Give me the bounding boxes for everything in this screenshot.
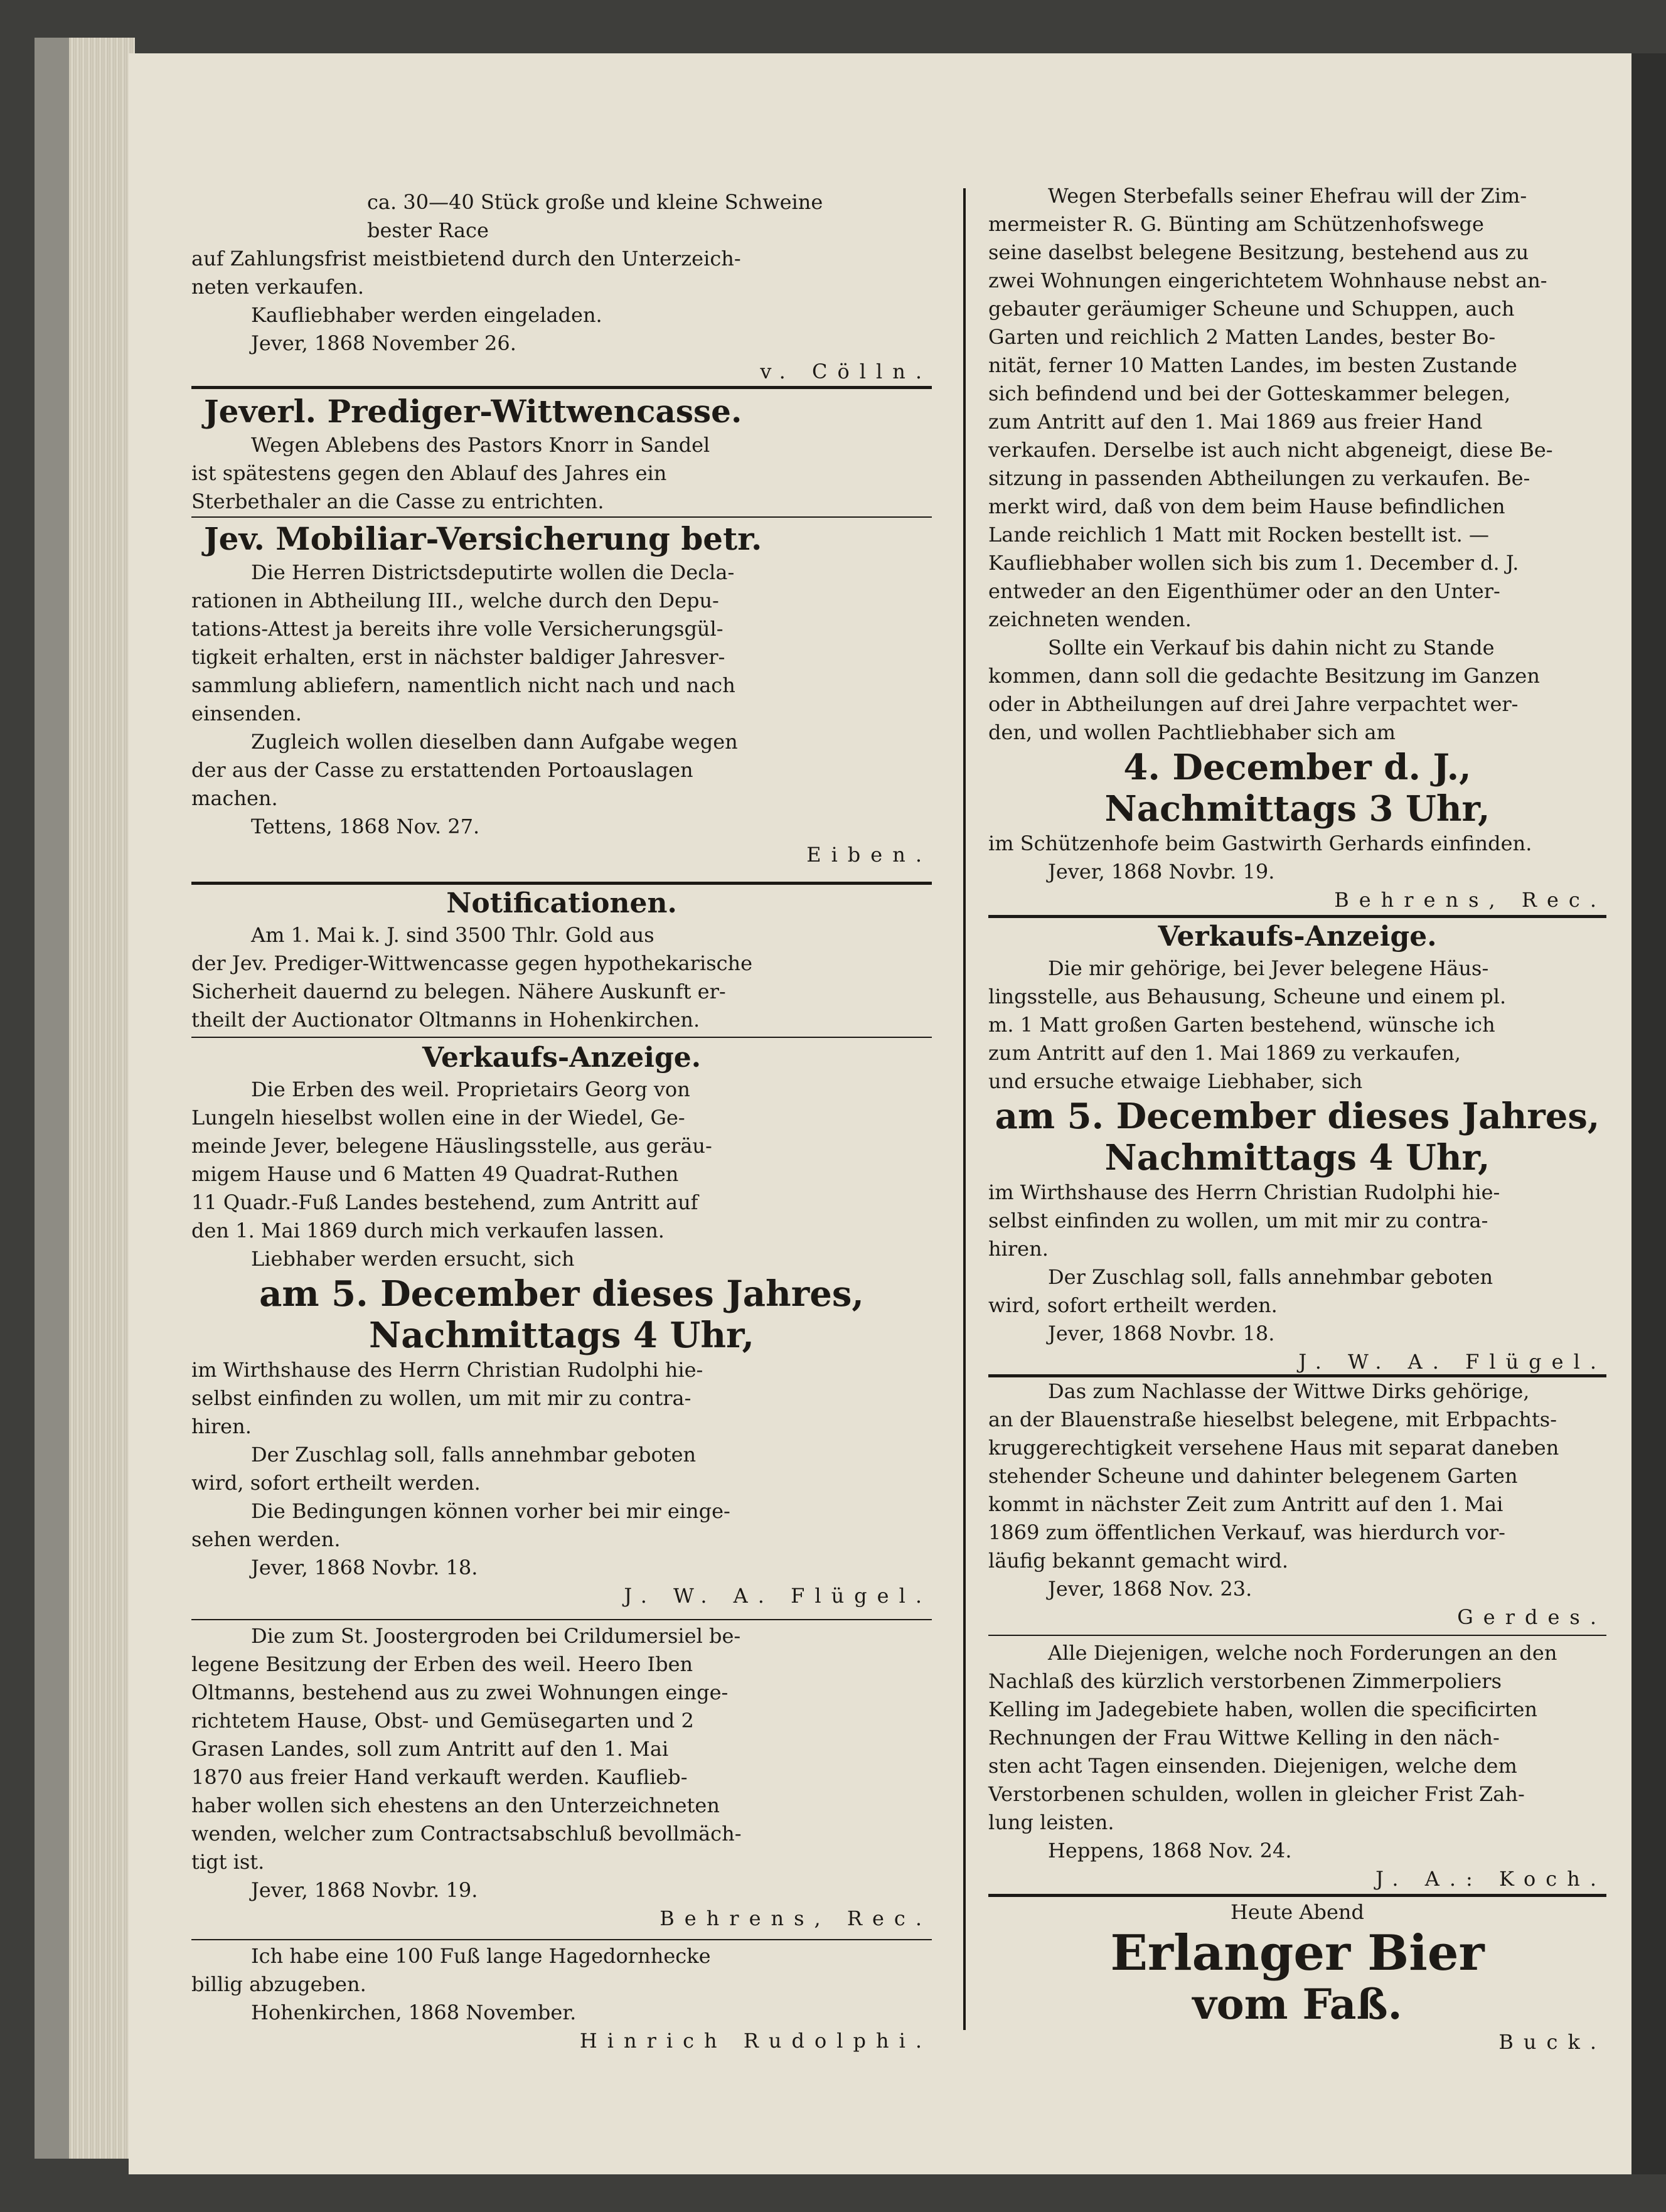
text-line: Alle Diejenigen, welche noch Forderungen an den xyxy=(1048,1641,1557,1665)
beer-subline: vom Faß. xyxy=(1192,1980,1402,2029)
text-line: Garten und reichlich 2 Matten Landes, bester Bo- xyxy=(988,325,1496,349)
text-line: 1869 zum öffentlichen Verkauf, was hierdurch vor- xyxy=(988,1520,1505,1544)
text-line: lung leisten. xyxy=(988,1810,1114,1834)
text-line: einsenden. xyxy=(191,702,302,725)
text-line: Wegen Sterbefalls seiner Ehefrau will der Zim- xyxy=(1048,184,1527,208)
thin-rule xyxy=(191,516,932,518)
text-line: hiren. xyxy=(191,1414,252,1438)
auction-time: Nachmittags 4 Uhr, xyxy=(1104,1137,1490,1178)
notice-hecke xyxy=(191,1942,932,2055)
text-line: und ersuche etwaige Liebhaber, sich xyxy=(988,1069,1363,1093)
text-line: Kaufliebhaber werden eingeladen. xyxy=(251,303,602,327)
signature: Behrens, Rec. xyxy=(1334,888,1606,912)
notice-jooster xyxy=(191,1622,932,1933)
text-line: tations-Attest ja bereits ihre volle Versicherungsgül- xyxy=(191,617,724,641)
text-line: theilt der Auctionator Oltmanns in Hohenkirchen. xyxy=(191,1008,700,1032)
text-line: der Jev. Prediger-Wittwencasse gegen hypothekarische xyxy=(191,951,753,975)
notice-notificationen xyxy=(191,886,932,1034)
text-line: Oltmanns, bestehend aus zu zwei Wohnungen einge- xyxy=(191,1680,729,1704)
text-line: wird, sofort ertheilt werden. xyxy=(191,1471,481,1495)
notice-heading: Notificationen. xyxy=(446,887,677,919)
heavy-rule xyxy=(191,882,932,885)
text-line: läufig bekannt gemacht wird. xyxy=(988,1549,1289,1573)
text-line: Heute Abend xyxy=(1230,1900,1365,1924)
text-line: Wegen Ablebens des Pastors Knorr in Sandel xyxy=(251,433,710,457)
text-line: Nachlaß des kürzlich verstorbenen Zimmerpoliers xyxy=(988,1669,1502,1693)
text-line: 1870 aus freier Hand verkauft werden. Kauflieb- xyxy=(191,1765,688,1789)
signature: Behrens, Rec. xyxy=(659,1906,932,1930)
signature: Gerdes. xyxy=(1457,1605,1606,1629)
text-line: seine daselbst belegene Besitzung, bestehend aus zu xyxy=(988,240,1529,264)
thin-rule xyxy=(191,1939,932,1940)
text-line: Lungeln hieselbst wollen eine in der Wiedel, Ge- xyxy=(191,1106,685,1130)
text-line: Lande reichlich 1 Matt mit Rocken bestellt ist. — xyxy=(988,523,1489,547)
text-line: sitzung in passenden Abtheilungen zu verkaufen. Be- xyxy=(988,466,1530,490)
text-line: Liebhaber werden ersucht, sich xyxy=(251,1247,575,1271)
text-line: Die zum St. Joostergroden bei Crildumersiel be- xyxy=(251,1624,741,1648)
text-line: machen. xyxy=(191,786,278,810)
text-line: m. 1 Matt großen Garten bestehend, wünsche ich xyxy=(988,1013,1495,1037)
text-line: Die Erben des weil. Proprietairs Georg von xyxy=(251,1077,690,1101)
text-line: sten acht Tagen einsenden. Diejenigen, welche dem xyxy=(988,1754,1517,1778)
text-line: an der Blauenstraße hieselbst belegene, mit Erbpachts- xyxy=(988,1408,1557,1431)
text-line: kruggerechtigkeit versehene Haus mit separat daneben xyxy=(988,1436,1559,1460)
text-line: Der Zuschlag soll, falls annehmbar geboten xyxy=(1048,1265,1493,1289)
book-binding xyxy=(35,38,69,2159)
thin-rule xyxy=(191,1037,932,1038)
text-line: Sicherheit dauernd zu belegen. Nähere Auskunft er- xyxy=(191,980,726,1003)
heavy-rule xyxy=(988,915,1606,918)
notice-dirks xyxy=(988,1377,1606,1632)
text-line: ca. 30—40 Stück große und kleine Schweine xyxy=(367,190,823,214)
text-line: Jever, 1868 Nov. 23. xyxy=(1048,1577,1252,1601)
notice-heading: Jev. Mobiliar-Versicherung betr. xyxy=(204,520,762,557)
notice-kelling xyxy=(988,1639,1606,1893)
text-line: im Schützenhofe beim Gastwirth Gerhards einfinden. xyxy=(988,831,1532,855)
text-line: kommen, dann soll die gedachte Besitzung im Ganzen xyxy=(988,664,1540,688)
notice-verkauf-right xyxy=(988,919,1606,1376)
text-line: Kelling im Jadegebiete haben, wollen die specificirten xyxy=(988,1697,1538,1721)
thin-rule xyxy=(988,1635,1606,1636)
text-line: wird, sofort ertheilt werden. xyxy=(988,1293,1278,1317)
text-line: Jever, 1868 Novbr. 18. xyxy=(1048,1322,1275,1345)
text-line: legene Besitzung der Erben des weil. Heero Iben xyxy=(191,1652,693,1676)
notice-pigs xyxy=(191,188,932,386)
text-line: hiren. xyxy=(988,1237,1049,1261)
text-line: rationen in Abtheilung III., welche durch den Depu- xyxy=(191,589,719,612)
text-line: im Wirthshause des Herrn Christian Rudolphi hie- xyxy=(988,1180,1500,1204)
text-line: Ich habe eine 100 Fuß lange Hagedornhecke xyxy=(251,1944,711,1968)
text-line: Jever, 1868 Novbr. 18. xyxy=(251,1556,478,1579)
text-line: selbst einfinden zu wollen, um mit mir zu contra- xyxy=(191,1386,691,1410)
text-line: zeichneten wenden. xyxy=(988,607,1192,631)
text-line: 11 Quadr.-Fuß Landes bestehend, zum Antritt auf xyxy=(191,1190,698,1214)
text-line: sammlung abliefern, namentlich nicht nach und nach xyxy=(191,673,735,697)
text-line: Grasen Landes, soll zum Antritt auf den 1. Mai xyxy=(191,1737,669,1761)
signature: v. Cölln. xyxy=(760,360,932,383)
text-line: migem Hause und 6 Matten 49 Quadrat-Ruthen xyxy=(191,1162,679,1186)
text-line: Sollte ein Verkauf bis dahin nicht zu Stande xyxy=(1048,636,1495,660)
text-line: Hohenkirchen, 1868 November. xyxy=(251,2001,577,2024)
text-line: Der Zuschlag soll, falls annehmbar geboten xyxy=(251,1443,697,1467)
text-line: zum Antritt auf den 1. Mai 1869 zu verkaufen, xyxy=(988,1041,1461,1065)
auction-time: Nachmittags 3 Uhr, xyxy=(1104,788,1490,830)
text-line: wenden, welcher zum Contractsabschluß bevollmäch- xyxy=(191,1822,742,1846)
notice-verkauf-left xyxy=(191,1040,932,1610)
signature: Hinrich Rudolphi. xyxy=(579,2029,932,2053)
auction-date: am 5. December dieses Jahres, xyxy=(995,1096,1600,1137)
text-line: richtetem Hause, Obst- und Gemüsegarten und 2 xyxy=(191,1709,694,1733)
thin-rule xyxy=(191,1619,932,1620)
text-line: selbst einfinden zu wollen, um mit mir zu contra- xyxy=(988,1209,1488,1232)
text-line: der aus der Casse zu erstattenden Portoauslagen xyxy=(191,758,693,782)
text-line: Tettens, 1868 Nov. 27. xyxy=(251,815,480,838)
text-line: Jever, 1868 Novbr. 19. xyxy=(251,1878,478,1902)
text-line: kommt in nächster Zeit zum Antritt auf den 1. Mai xyxy=(988,1492,1503,1516)
text-line: Zugleich wollen dieselben dann Aufgabe wegen xyxy=(251,730,738,754)
notice-mobiliar xyxy=(191,520,932,869)
text-line: gebauter geräumiger Scheune und Schuppen, auch xyxy=(988,297,1515,321)
text-line: sehen werden. xyxy=(191,1527,341,1551)
scan-right-border xyxy=(1631,53,1666,2174)
text-line: Jever, 1868 Novbr. 19. xyxy=(1048,860,1275,884)
text-line: Das zum Nachlasse der Wittwe Dirks gehörige, xyxy=(1048,1379,1530,1403)
text-line: meinde Jever, belegene Häuslingsstelle, aus geräu- xyxy=(191,1134,712,1158)
text-line: Die Herren Districtsdeputirte wollen die Decla- xyxy=(251,560,735,584)
text-line: Verstorbenen schulden, wollen in gleicher Frist Zah- xyxy=(988,1782,1525,1806)
column-divider xyxy=(963,188,966,2030)
notice-heading: Verkaufs-Anzeige. xyxy=(1158,921,1437,953)
auction-time: Nachmittags 4 Uhr, xyxy=(369,1315,754,1356)
text-line: haber wollen sich ehestens an den Unterzeichneten xyxy=(191,1793,720,1817)
notice-buenting xyxy=(988,182,1606,914)
text-line: Am 1. Mai k. J. sind 3500 Thlr. Gold aus xyxy=(251,923,654,947)
signature: Buck. xyxy=(1498,2030,1606,2054)
text-line: verkaufen. Derselbe ist auch nicht abgeneigt, diese Be- xyxy=(988,438,1553,462)
text-line: im Wirthshause des Herrn Christian Rudolphi hie- xyxy=(191,1358,703,1382)
text-line: bester Race xyxy=(367,218,489,242)
text-line: billig abzugeben. xyxy=(191,1972,366,1996)
signature: J. W. A. Flügel. xyxy=(1298,1350,1606,1374)
notice-prediger xyxy=(191,392,932,516)
text-line: zum Antritt auf den 1. Mai 1869 aus freier Hand xyxy=(988,410,1483,434)
text-line: stehender Scheune und dahinter belegenem Garten xyxy=(988,1464,1518,1488)
text-line: lingsstelle, aus Behausung, Scheune und einem pl. xyxy=(988,985,1507,1008)
text-line: mermeister R. G. Bünting am Schützenhofswege xyxy=(988,212,1484,236)
text-line: ist spätestens gegen den Ablauf des Jahres ein xyxy=(191,461,667,485)
signature: Eiben. xyxy=(806,843,932,867)
text-line: Kaufliebhaber wollen sich bis zum 1. December d. J. xyxy=(988,551,1519,575)
text-line: entweder an den Eigenthümer oder an den Unter- xyxy=(988,579,1500,603)
text-line: nität, ferner 10 Matten Landes, im besten Zustande xyxy=(988,353,1517,377)
heavy-rule xyxy=(191,386,932,389)
text-line: den 1. Mai 1869 durch mich verkaufen lassen. xyxy=(191,1219,665,1242)
text-line: Die mir gehörige, bei Jever belegene Häus- xyxy=(1048,956,1489,980)
signature: J. W. A. Flügel. xyxy=(624,1584,932,1608)
auction-date: 4. December d. J., xyxy=(1123,747,1471,788)
auction-date: am 5. December dieses Jahres, xyxy=(259,1273,864,1315)
text-line: oder in Abtheilungen auf drei Jahre verpachtet wer- xyxy=(988,692,1519,716)
text-line: Die Bedingungen können vorher bei mir einge- xyxy=(251,1499,730,1523)
notice-bier xyxy=(988,1898,1606,2056)
text-line: sich befindend und bei der Gotteskammer belegen, xyxy=(988,382,1511,405)
text-line: zwei Wohnungen eingerichtetem Wohnhause nebst an- xyxy=(988,269,1547,292)
signature: J. A.: Koch. xyxy=(1375,1867,1606,1891)
notice-heading: Jeverl. Prediger-Wittwencasse. xyxy=(204,393,742,430)
text-line: neten verkaufen. xyxy=(191,275,365,299)
beer-headline: Erlanger Bier xyxy=(1110,1925,1485,1982)
notice-heading: Verkaufs-Anzeige. xyxy=(422,1042,702,1074)
text-line: Sterbethaler an die Casse zu entrichten. xyxy=(191,489,604,513)
text-line: Jever, 1868 November 26. xyxy=(251,331,516,355)
text-line: merkt wird, daß von dem beim Hause befindlichen xyxy=(988,494,1505,518)
text-line: den, und wollen Pachtliebhaber sich am xyxy=(988,720,1396,744)
text-line: Rechnungen der Frau Wittwe Kelling in den näch- xyxy=(988,1726,1500,1750)
text-line: tigkeit erhalten, erst in nächster baldiger Jahresver- xyxy=(191,645,725,669)
text-line: tigt ist. xyxy=(191,1850,265,1874)
text-line: auf Zahlungsfrist meistbietend durch den Unterzeich- xyxy=(191,247,741,270)
text-line: Heppens, 1868 Nov. 24. xyxy=(1048,1839,1292,1862)
heavy-rule xyxy=(988,1894,1606,1897)
